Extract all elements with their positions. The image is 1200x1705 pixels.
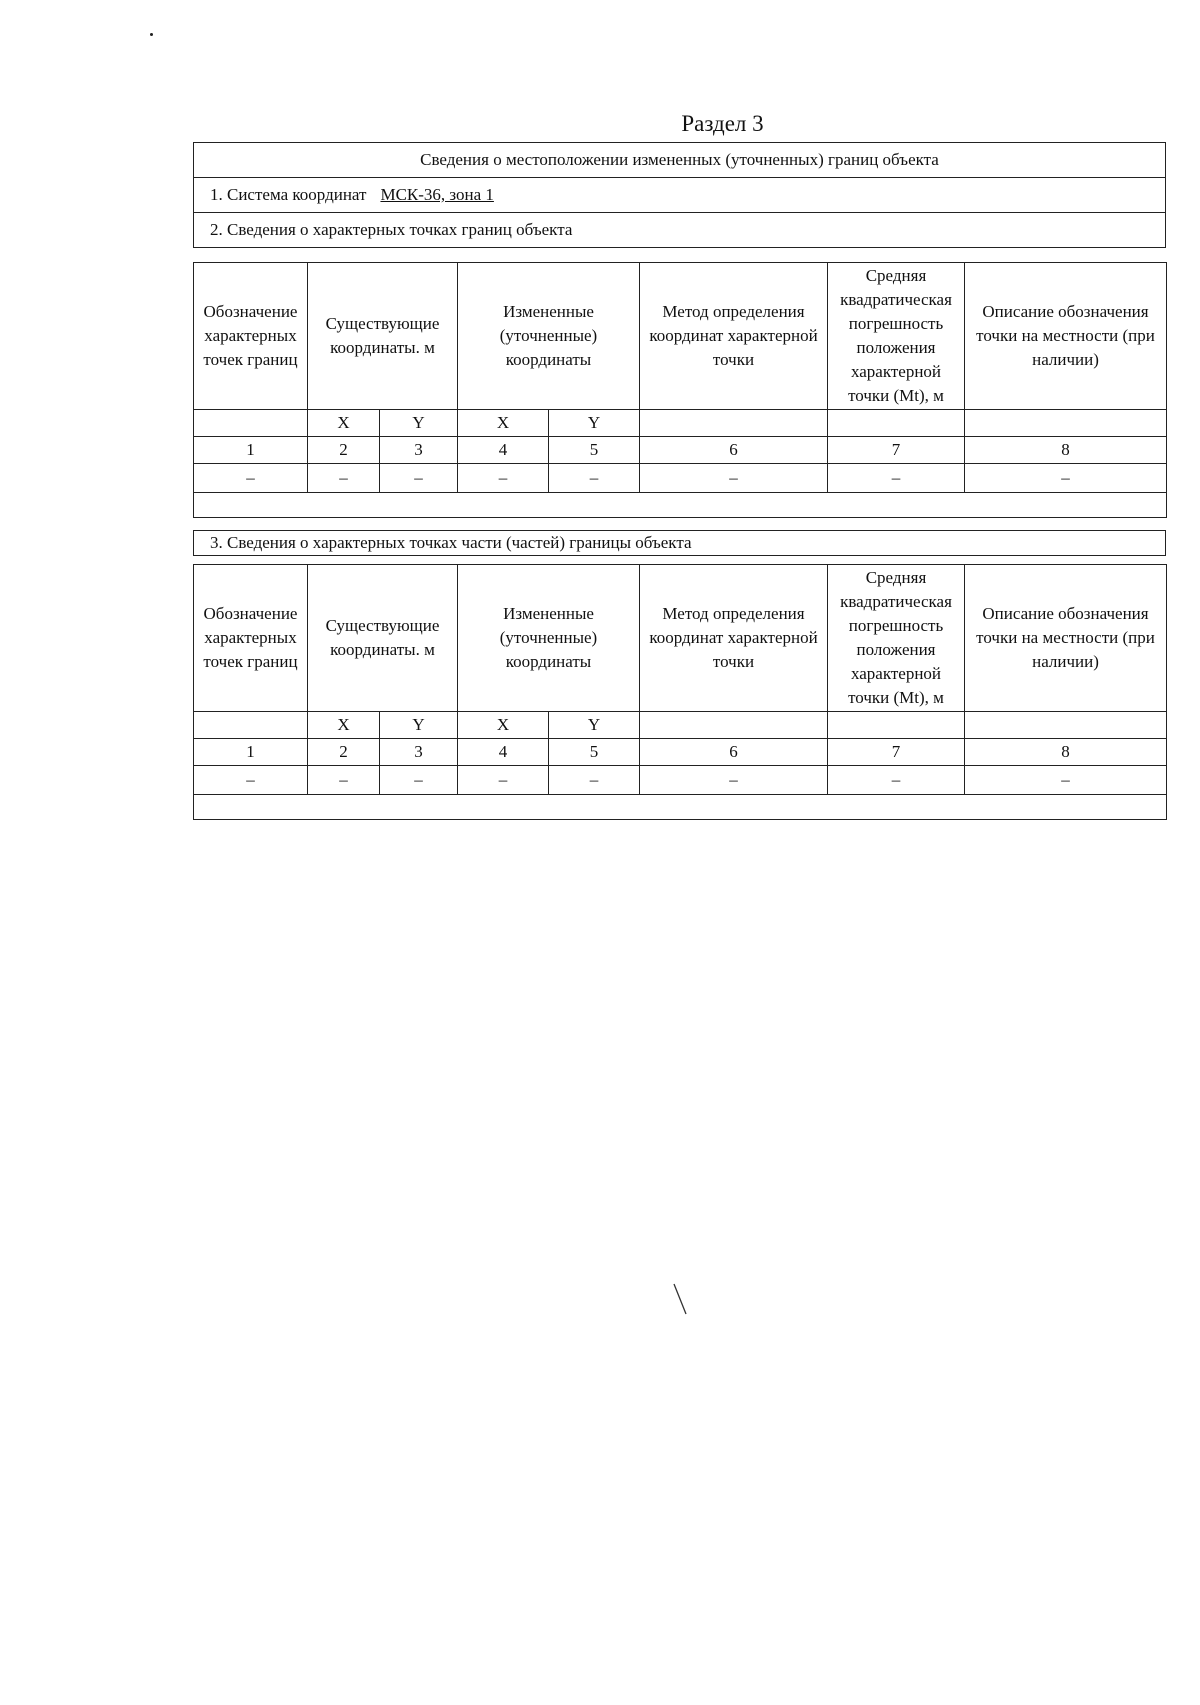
- column-number: 1: [194, 437, 308, 464]
- boundary-points-table: [193, 262, 1167, 518]
- xy-row: [194, 712, 1167, 739]
- column-number-row: [194, 437, 1167, 464]
- table-row: [194, 464, 1167, 493]
- table-cell: –: [458, 464, 549, 493]
- xy-cell: Y: [549, 410, 640, 437]
- header-table: [193, 142, 1166, 248]
- table-cell: –: [308, 766, 380, 795]
- col-point-designation: Обозначение характерных точек границ: [194, 263, 308, 410]
- table-cell: –: [640, 766, 828, 795]
- table-cell: –: [380, 464, 458, 493]
- column-number: 2: [308, 739, 380, 766]
- column-number: 3: [380, 437, 458, 464]
- xy-cell: [194, 410, 308, 437]
- header-title: Сведения о местоположении измененных (уточненных) границ объекта: [194, 143, 1166, 178]
- xy-cell: [828, 410, 965, 437]
- col-point-designation: Обозначение характерных точек границ: [194, 565, 308, 712]
- xy-cell: X: [308, 410, 380, 437]
- table-cell: –: [458, 766, 549, 795]
- table-cell: –: [640, 464, 828, 493]
- xy-cell: Y: [380, 712, 458, 739]
- xy-cell: [194, 712, 308, 739]
- col-method: Метод определения координат характерной точки: [640, 565, 828, 712]
- table-cell: –: [380, 766, 458, 795]
- table-header-row: [194, 565, 1167, 712]
- xy-cell: [640, 410, 828, 437]
- table-cell: –: [549, 464, 640, 493]
- column-number: 6: [640, 437, 828, 464]
- header-block: [193, 142, 1166, 248]
- xy-cell: X: [308, 712, 380, 739]
- column-number: 7: [828, 739, 965, 766]
- column-number: 6: [640, 739, 828, 766]
- xy-row: [194, 410, 1167, 437]
- pen-stroke-mark: [672, 1282, 688, 1316]
- part-points-block: [193, 564, 1166, 820]
- col-description: Описание обозначения точки на местности (при наличии): [965, 565, 1167, 712]
- table-row: [194, 766, 1167, 795]
- table-header-row: [194, 263, 1167, 410]
- col-changed-coords: Измененные (уточненные) координаты: [458, 263, 640, 410]
- subsection3-block: [193, 530, 1166, 556]
- col-mean-error: Средняя квадратическая погрешность положения характерной точки (Mt), м: [828, 263, 965, 410]
- coord-system-label: 1. Система координат: [210, 185, 367, 204]
- column-number: 4: [458, 739, 549, 766]
- column-number-row: [194, 739, 1167, 766]
- column-number: 5: [549, 739, 640, 766]
- column-number: 2: [308, 437, 380, 464]
- table-cell: –: [194, 464, 308, 493]
- xy-cell: X: [458, 410, 549, 437]
- column-number: 5: [549, 437, 640, 464]
- empty-cell: [194, 795, 1167, 820]
- column-number: 7: [828, 437, 965, 464]
- section-title: Раздел 3: [681, 111, 764, 136]
- empty-row: [194, 493, 1167, 518]
- empty-cell: [194, 493, 1167, 518]
- subsection3-title: 3. Сведения о характерных точках части (частей) границы объекта: [194, 531, 1166, 556]
- xy-cell: [965, 410, 1167, 437]
- xy-cell: Y: [549, 712, 640, 739]
- subsection3-table: [193, 530, 1166, 556]
- coord-system-row: [194, 178, 1166, 213]
- subsection2-title: 2. Сведения о характерных точках границ объекта: [194, 213, 1166, 248]
- table-cell: –: [965, 766, 1167, 795]
- xy-cell: [965, 712, 1167, 739]
- scan-speck: [150, 33, 153, 36]
- table-cell: –: [828, 766, 965, 795]
- xy-cell: [640, 712, 828, 739]
- xy-cell: Y: [380, 410, 458, 437]
- column-number: 8: [965, 739, 1167, 766]
- col-changed-coords: Измененные (уточненные) координаты: [458, 565, 640, 712]
- table-cell: –: [828, 464, 965, 493]
- col-description: Описание обозначения точки на местности (при наличии): [965, 263, 1167, 410]
- column-number: 1: [194, 739, 308, 766]
- column-number: 8: [965, 437, 1167, 464]
- column-number: 3: [380, 739, 458, 766]
- xy-cell: X: [458, 712, 549, 739]
- xy-cell: [828, 712, 965, 739]
- table-cell: –: [549, 766, 640, 795]
- table-cell: –: [965, 464, 1167, 493]
- part-points-table: [193, 564, 1167, 820]
- table-cell: –: [194, 766, 308, 795]
- col-existing-coords: Существующие координаты. м: [308, 565, 458, 712]
- boundary-points-block: [193, 262, 1166, 518]
- col-existing-coords: Существующие координаты. м: [308, 263, 458, 410]
- column-number: 4: [458, 437, 549, 464]
- col-mean-error: Средняя квадратическая погрешность положения характерной точки (Mt), м: [828, 565, 965, 712]
- table-cell: –: [308, 464, 380, 493]
- empty-row: [194, 795, 1167, 820]
- coord-system-value: МСК-36, зона 1: [380, 185, 494, 204]
- col-method: Метод определения координат характерной точки: [640, 263, 828, 410]
